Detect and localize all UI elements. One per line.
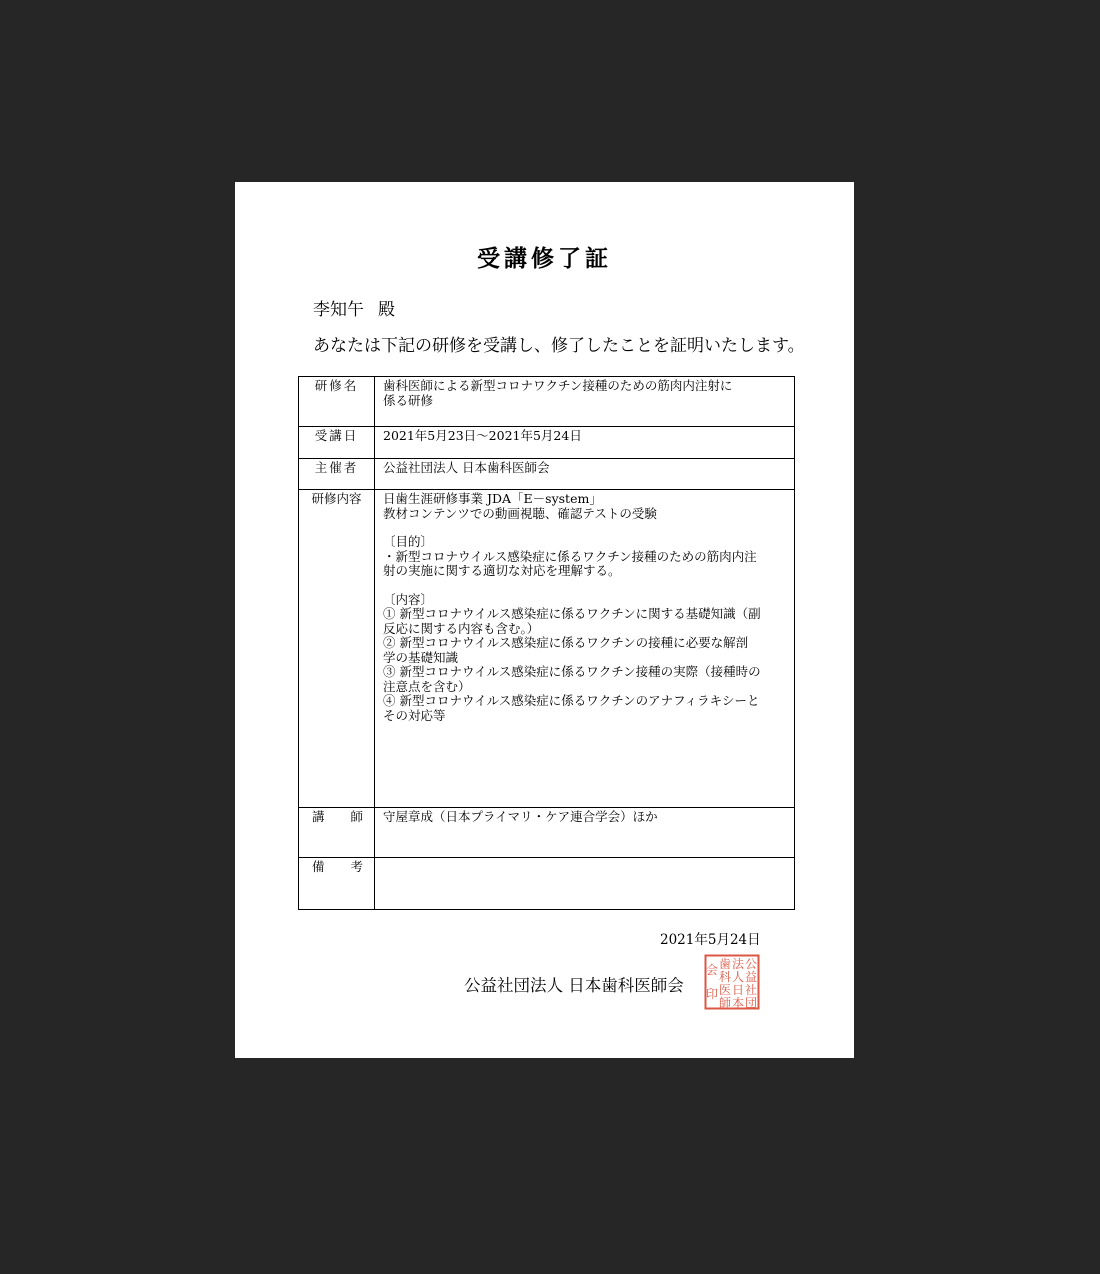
svg-text:人: 人 <box>731 970 745 984</box>
course-info-table <box>298 376 795 910</box>
table-row-remarks <box>299 858 795 910</box>
issue-date: 2021年5月24日 <box>660 932 761 948</box>
svg-text:日: 日 <box>731 983 745 997</box>
course-name-line: 歯科医師による新型コロナワクチン接種のための筋肉内注射に <box>383 378 733 393</box>
content-item-line: その対応等 <box>383 707 446 723</box>
recipient-honorific: 殿 <box>378 300 395 320</box>
content-item-line: ② 新型コロナウイルス感染症に係るワクチンの接種に必要な解剖 <box>383 635 749 650</box>
organizer-value: 公益社団法人 日本歯科医師会 <box>375 459 795 490</box>
content-item-line: ④ 新型コロナウイルス感染症に係るワクチンのアナフィラキシーと <box>383 693 760 708</box>
svg-text:団: 団 <box>744 996 758 1010</box>
content-label: 研修内容 <box>299 490 375 808</box>
table-row-content <box>299 490 795 808</box>
certification-statement: あなたは下記の研修を受講し、修了したことを証明いたします。 <box>313 336 805 356</box>
lecturer-value: 守屋章成（日本プライマリ・ケア連合学会）ほか <box>375 808 795 858</box>
svg-text:医: 医 <box>718 983 732 997</box>
content-value <box>375 490 795 808</box>
svg-text:法: 法 <box>731 957 745 971</box>
content-item-line: 注意点を含む） <box>383 678 471 694</box>
content-heading: 〔内容〕 <box>383 591 434 607</box>
course-name-value <box>375 377 795 427</box>
svg-text:師: 師 <box>718 996 732 1010</box>
course-name-label: 研修名 <box>299 377 375 427</box>
issuer-name: 公益社団法人 日本歯科医師会 <box>464 976 684 995</box>
svg-text:会: 会 <box>705 963 719 977</box>
content-item-line: ③ 新型コロナウイルス感染症に係るワクチン接種の実際（接種時の <box>383 664 761 679</box>
dates-label: 受講日 <box>299 427 375 459</box>
svg-text:本: 本 <box>731 996 745 1010</box>
certificate-page <box>235 182 854 1058</box>
table-row-course-name <box>299 377 795 427</box>
svg-text:益: 益 <box>744 970 758 984</box>
table-row-dates <box>299 427 795 459</box>
svg-text:歯: 歯 <box>718 957 732 971</box>
content-intro-line: 日歯生涯研修事業 JDA「E－system」 <box>383 491 602 506</box>
lecturer-label: 講 師 <box>299 808 375 858</box>
recipient-name: 李知午 <box>313 300 364 320</box>
official-seal-icon <box>704 954 760 1010</box>
purpose-heading: 〔目的〕 <box>383 534 434 549</box>
svg-text:印: 印 <box>705 987 719 1001</box>
svg-text:社: 社 <box>744 983 758 997</box>
remarks-label: 備 考 <box>299 858 375 910</box>
svg-text:科: 科 <box>718 970 732 984</box>
dates-value: 2021年5月23日～2021年5月24日 <box>375 427 795 459</box>
remarks-value <box>375 858 795 910</box>
content-intro-line: 教材コンテンツでの動画視聴、確認テストの受験 <box>383 505 657 521</box>
purpose-line: ・新型コロナウイルス感染症に係るワクチン接種のための筋肉内注 <box>383 548 757 564</box>
svg-text:公: 公 <box>744 957 758 971</box>
certificate-title: 受講修了証 <box>477 246 612 272</box>
content-item-line: 学の基礎知識 <box>383 649 459 665</box>
purpose-line: 射の実施に関する適切な対応を理解する。 <box>383 563 621 578</box>
table-row-lecturer <box>299 808 795 858</box>
course-name-line: 係る研修 <box>383 392 434 408</box>
content-item-line: ① 新型コロナウイルス感染症に係るワクチンに関する基礎知識（副 <box>383 606 761 621</box>
organizer-label: 主催者 <box>299 459 375 490</box>
table-row-organizer <box>299 459 795 490</box>
recipient-line <box>313 295 395 320</box>
content-item-line: 反応に関する内容も含む。） <box>383 620 540 636</box>
